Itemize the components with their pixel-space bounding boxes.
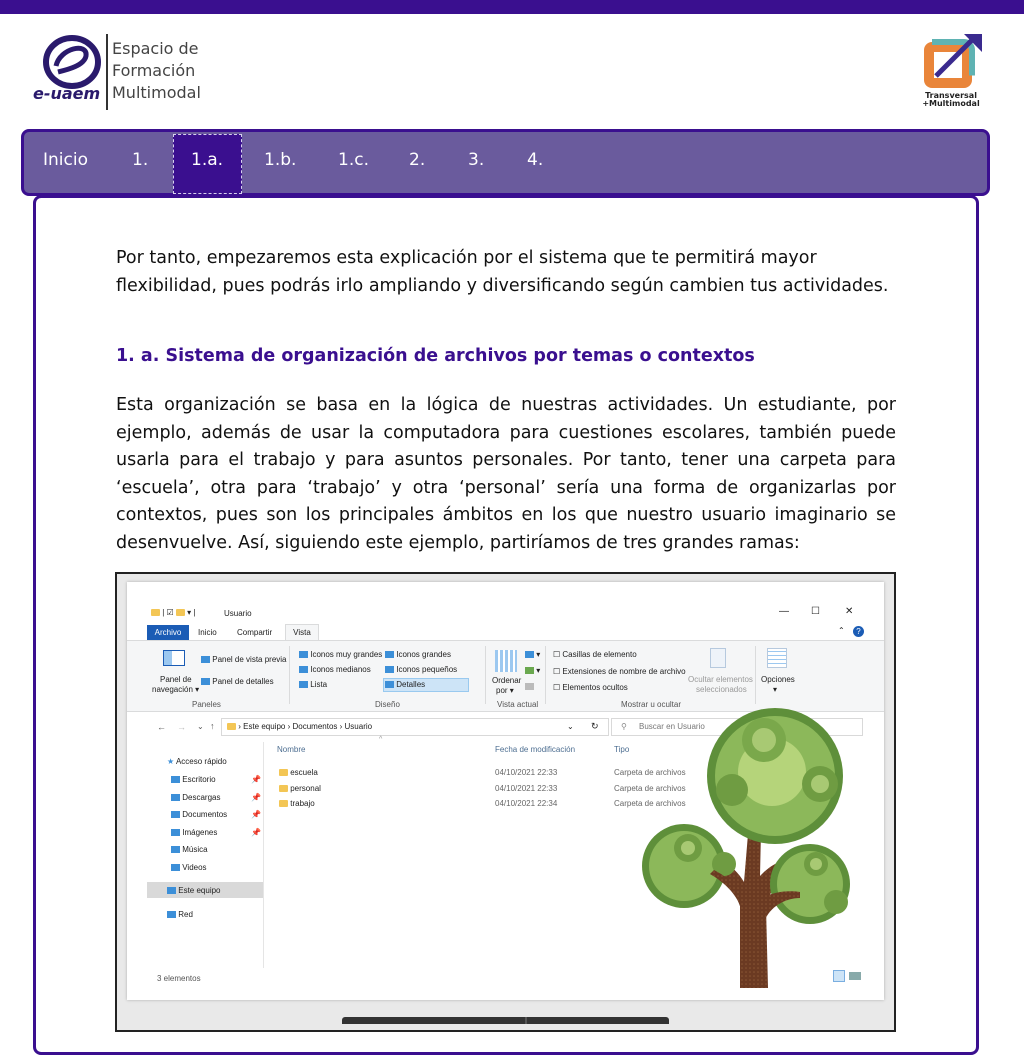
sidebar-item-label: Descargas <box>182 793 221 802</box>
group-by-icon[interactable]: ▾ <box>525 650 540 659</box>
row-type: Carpeta de archivos <box>614 799 686 808</box>
sidebar-item-musica[interactable] <box>171 845 208 854</box>
ribbon-separator <box>289 646 290 704</box>
group-diseno-label: Diseño <box>375 700 400 709</box>
collapse-ribbon-icon[interactable]: ⌃ <box>838 626 845 635</box>
sidebar-item-label: Imágenes <box>182 828 218 837</box>
window-title: Usuario <box>224 609 252 618</box>
table-row[interactable] <box>279 799 315 808</box>
ribbon-separator <box>485 646 486 704</box>
pin-icon: 📌 <box>251 775 261 784</box>
row-date: 04/10/2021 22:34 <box>495 799 558 808</box>
sidebar-item-label: Escritorio <box>182 775 216 784</box>
details-pane-label: Panel de detalles <box>212 677 274 686</box>
size-columns-icon[interactable] <box>525 682 534 691</box>
logo-line-1: Espacio de <box>112 39 199 58</box>
intro-paragraph: Por tanto, empezaremos esta explicación por el sistema que te permitirá mayor flexibilidad, pues podrás irlo ampliando y diversificando según cambien tus actividades. <box>116 248 889 296</box>
maximize-button[interactable]: ☐ <box>811 606 820 617</box>
row-date: 04/10/2021 22:33 <box>495 768 558 777</box>
nav-item-1c[interactable]: 1.c. <box>338 150 369 170</box>
column-header-type[interactable]: Tipo <box>614 745 630 754</box>
row-name: escuela <box>290 768 318 777</box>
breadcrumb-user[interactable]: Usuario <box>344 722 373 731</box>
layout-small[interactable] <box>385 665 457 674</box>
recent-dropdown-icon[interactable]: ⌄ <box>197 722 204 731</box>
sidebar-divider <box>263 742 264 968</box>
logo-wordmark: e-uaem <box>33 84 101 103</box>
column-header-name[interactable]: Nombre <box>277 745 306 754</box>
layout-medium-label: Iconos medianos <box>310 665 371 674</box>
sort-by-label-2[interactable]: por ▾ <box>496 686 514 695</box>
sidebar-item-imagenes[interactable] <box>171 828 217 837</box>
tree-crown-right <box>770 844 850 924</box>
sidebar-item-videos[interactable] <box>171 863 207 872</box>
group-vista-actual-label: Vista actual <box>497 700 539 709</box>
breadcrumb-documents[interactable]: Documentos <box>292 722 338 731</box>
panel-nav-label-2[interactable]: navegación ▾ <box>152 685 200 694</box>
sidebar-quick-access[interactable]: ★ Acceso rápido <box>167 757 227 766</box>
body-paragraph: Esta organización se basa en la lógica de nuestras actividades. Un estudiante, por ejemplo, además de usar la computadora para cuestiones escolares, también puede usarla para el trabajo y para asuntos personales. Por tanto, tener una carpeta para ‘escuela’, otra para ‘trabajo’ y otra ‘personal’ sería una forma de organizarlas por contextos, pues son los principales ámbitos en los que nuestro usuario imaginario se desenvuelve. Así, siguiendo este ejemplo, partiríamos de tres grandes ramas: <box>116 395 896 553</box>
options-icon <box>767 648 787 668</box>
table-row[interactable] <box>279 768 318 777</box>
item-checkboxes-label: Casillas de elemento <box>562 650 637 659</box>
sort-by-icon <box>495 650 517 672</box>
search-placeholder: Buscar en Usuario <box>639 722 705 731</box>
group-mostrar-label: Mostrar u ocultar <box>621 700 682 709</box>
layout-list-label: Lista <box>310 680 328 689</box>
sidebar-item-documentos[interactable] <box>171 810 227 819</box>
sidebar-this-pc[interactable] <box>167 886 221 895</box>
panel-nav-label-1[interactable]: Panel de <box>160 675 192 684</box>
sidebar-item-label: Videos <box>182 863 207 872</box>
breadcrumb-this-pc[interactable]: Este equipo <box>243 722 286 731</box>
tm-line-1: Transversal <box>925 91 977 100</box>
bottom-toolbar <box>342 1017 669 1024</box>
ribbon-separator <box>755 646 756 704</box>
file-extensions-label: Extensiones de nombre de archivo <box>562 667 686 676</box>
sidebar-quick-access-label: Acceso rápido <box>175 757 227 766</box>
tm-line-2: +Multimodal <box>922 99 980 108</box>
tree-crown-top <box>707 708 843 844</box>
layout-list[interactable] <box>299 680 327 689</box>
tree-illustration <box>640 706 858 988</box>
layout-extra-large-label: Iconos muy grandes <box>310 650 383 659</box>
hidden-items-toggle[interactable]: ☐ Elementos ocultos <box>553 683 628 692</box>
section-nav <box>21 129 990 196</box>
pin-icon: 📌 <box>251 828 261 837</box>
table-row[interactable] <box>279 784 321 793</box>
sidebar-item-escritorio[interactable] <box>171 775 216 784</box>
add-columns-icon[interactable]: ▾ <box>525 666 540 675</box>
tab-archivo[interactable]: Archivo <box>147 625 189 640</box>
logo-line-2: Formación <box>112 61 196 80</box>
address-dropdown-icon[interactable]: ⌄ <box>567 722 574 731</box>
logo-line-3: Multimodal <box>112 83 201 102</box>
help-icon[interactable]: ? <box>853 626 864 637</box>
status-item-count: 3 elementos <box>157 974 201 983</box>
row-type: Carpeta de archivos <box>614 784 686 793</box>
sort-caret-icon: ^ <box>379 736 383 743</box>
nav-item-inicio[interactable]: Inicio <box>43 150 88 170</box>
layout-extra-large[interactable] <box>299 650 382 659</box>
layout-large-label: Iconos grandes <box>396 650 451 659</box>
nav-item-1b[interactable]: 1.b. <box>264 150 297 170</box>
sidebar-item-label: Música <box>182 845 208 854</box>
back-arrow-icon[interactable]: ← <box>157 722 166 732</box>
navigation-pane-icon <box>163 650 185 666</box>
hide-selected-icon <box>710 648 726 668</box>
search-icon: ⚲ <box>621 722 627 731</box>
row-name: trabajo <box>290 799 315 808</box>
breadcrumb: › Este equipo › Documentos › Usuario <box>227 722 372 731</box>
hide-selected-label-2[interactable]: seleccionados <box>696 685 747 694</box>
sort-by-label-1[interactable]: Ordenar <box>492 676 522 685</box>
logo-divider <box>106 34 108 110</box>
sidebar-this-pc-label: Este equipo <box>178 886 221 895</box>
minimize-button[interactable]: — <box>779 606 789 617</box>
top-accent-bar <box>0 0 1024 14</box>
sidebar-item-descargas[interactable] <box>171 793 220 802</box>
sidebar-network[interactable] <box>167 910 193 919</box>
layout-small-label: Iconos pequeños <box>396 665 458 674</box>
row-type: Carpeta de archivos <box>614 768 686 777</box>
tab-compartir[interactable]: Compartir <box>237 628 273 637</box>
item-checkboxes-toggle[interactable]: ☐ Casillas de elemento <box>553 650 637 659</box>
up-arrow-icon[interactable]: ↑ <box>210 721 215 731</box>
column-header-date[interactable]: Fecha de modificación <box>495 745 576 754</box>
section-heading: 1. a. Sistema de organización de archivos por temas o contextos <box>116 346 755 366</box>
close-button[interactable]: ✕ <box>845 606 854 617</box>
hidden-items-label: Elementos ocultos <box>562 683 628 692</box>
logo-text <box>112 38 201 104</box>
layout-details-label: Detalles <box>396 680 426 689</box>
sidebar-network-label: Red <box>178 910 193 919</box>
row-name: personal <box>290 784 321 793</box>
layout-large[interactable] <box>385 650 451 659</box>
options-arrow-icon[interactable]: ▾ <box>773 685 778 694</box>
pin-icon: 📌 <box>251 793 261 802</box>
refresh-icon[interactable]: ↻ <box>591 721 599 731</box>
tree-crown-left <box>642 824 736 908</box>
sidebar-item-label: Documentos <box>182 810 228 819</box>
file-extensions-toggle[interactable]: ☐ Extensiones de nombre de archivo <box>553 667 686 676</box>
pin-icon: 📌 <box>251 810 261 819</box>
group-paneles-label: Paneles <box>192 700 221 709</box>
forward-arrow-icon[interactable]: → <box>177 722 186 732</box>
options-label[interactable]: Opciones <box>761 675 795 684</box>
nav-item-3[interactable]: 3. <box>468 150 485 170</box>
transversal-logo-text <box>914 92 988 108</box>
nav-item-2[interactable]: 2. <box>409 150 426 170</box>
details-pane-button[interactable] <box>201 677 274 686</box>
layout-medium[interactable] <box>299 665 371 674</box>
preview-pane-label: Panel de vista previa <box>212 655 287 664</box>
ribbon-separator <box>545 646 546 704</box>
row-date: 04/10/2021 22:33 <box>495 784 558 793</box>
tab-vista[interactable]: Vista <box>285 624 319 640</box>
quick-access-toolbar-icons: | ☑ ▾ | <box>151 608 195 617</box>
hide-selected-label-1[interactable]: Ocultar elementos <box>688 675 753 684</box>
nav-item-1a[interactable]: 1.a. <box>191 150 224 170</box>
preview-pane-button[interactable] <box>201 655 287 664</box>
transversal-multimodal-logo-icon <box>918 30 988 92</box>
nav-item-1[interactable]: 1. <box>132 150 149 170</box>
tab-inicio[interactable]: Inicio <box>198 628 217 637</box>
layout-details[interactable] <box>385 680 425 689</box>
nav-item-4[interactable]: 4. <box>527 150 544 170</box>
